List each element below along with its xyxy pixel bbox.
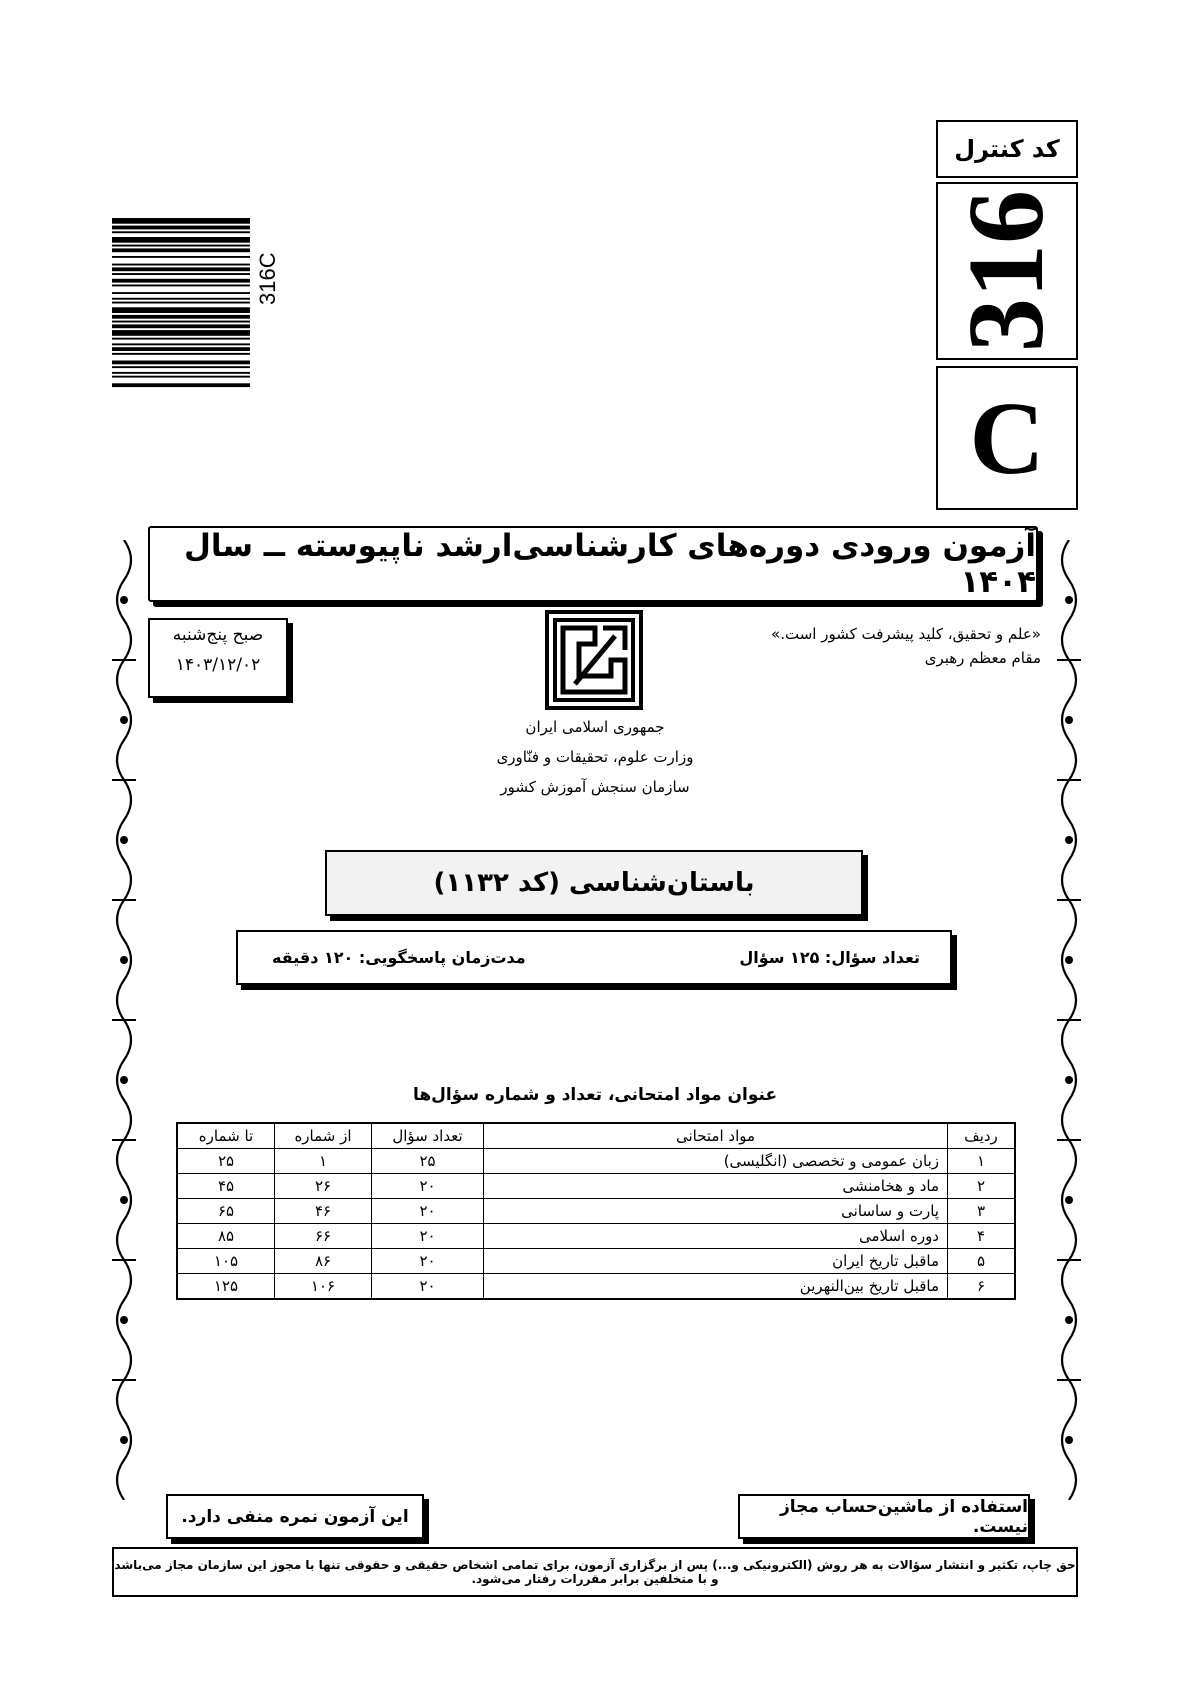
quote	[771, 622, 1041, 670]
barcode-bar	[112, 285, 250, 287]
organization-names	[445, 712, 745, 802]
barcode-bar	[112, 383, 250, 387]
barcode-bar	[112, 264, 250, 266]
barcode-bar	[112, 376, 250, 378]
cell-from: ۱	[275, 1149, 372, 1174]
control-code-box	[936, 182, 1078, 360]
cell-from: ۱۰۶	[275, 1274, 372, 1300]
table-row	[177, 1149, 1015, 1174]
subjects-table	[176, 1122, 1016, 1300]
org-line-1: جمهوری اسلامی ایران	[525, 718, 665, 736]
cell-count: ۲۰	[372, 1174, 484, 1199]
question-count: تعداد سؤال: ۱۲۵ سؤال	[739, 948, 920, 967]
cell-subject: زبان عمومی و تخصصی (انگلیسی)	[484, 1149, 948, 1174]
barcode-bar	[112, 256, 250, 258]
organization-logo-icon	[545, 610, 643, 710]
header-from: از شماره	[275, 1123, 372, 1149]
table-row	[177, 1174, 1015, 1199]
barcode-bar	[112, 218, 250, 224]
cell-from: ۸۶	[275, 1249, 372, 1274]
barcode-bar	[112, 315, 250, 319]
barcode-bar	[112, 321, 250, 323]
cell-to: ۱۲۵	[177, 1274, 275, 1300]
exam-session: صبح پنج‌شنبه	[172, 625, 264, 645]
cell-count: ۲۰	[372, 1274, 484, 1300]
exam-date-box	[148, 618, 288, 698]
barcode-bar	[112, 347, 250, 351]
org-line-2: وزارت علوم، تحقیقات و فنّاوری	[496, 748, 694, 766]
barcode-bar	[112, 226, 250, 230]
barcode-bar	[112, 361, 250, 365]
cell-row: ۵	[948, 1249, 1016, 1274]
cell-subject: ماد و هخامنشی	[484, 1174, 948, 1199]
barcode-bar	[112, 267, 250, 271]
cell-subject: دوره اسلامی	[484, 1224, 948, 1249]
cell-from: ۶۶	[275, 1224, 372, 1249]
cell-count: ۲۵	[372, 1149, 484, 1174]
control-code-label: کد کنترل	[936, 120, 1078, 178]
cell-to: ۲۵	[177, 1149, 275, 1174]
cell-row: ۴	[948, 1224, 1016, 1249]
barcode-bar	[112, 353, 250, 355]
header-count: تعداد سؤال	[372, 1123, 484, 1149]
quote-text: «علم و تحقیق، کلید پیشرفت کشور است.»	[771, 625, 1041, 643]
barcode-bar	[112, 248, 250, 252]
negative-marking-note: این آزمون نمره منفی دارد.	[166, 1494, 424, 1539]
table-row	[177, 1249, 1015, 1274]
table-row	[177, 1199, 1015, 1224]
subject-title: باستان‌شناسی (کد ۱۱۳۲)	[325, 850, 863, 916]
cell-from: ۲۶	[275, 1174, 372, 1199]
barcode-bar	[112, 338, 250, 340]
header-row: ردیف	[948, 1123, 1016, 1149]
barcode-label: 316C	[255, 252, 280, 305]
cell-row: ۲	[948, 1174, 1016, 1199]
cell-count: ۲۰	[372, 1249, 484, 1274]
barcode-bar	[112, 366, 250, 368]
barcode-icon	[112, 218, 250, 448]
org-line-3: سازمان سنجش آموزش کشور	[500, 778, 690, 796]
cell-to: ۴۵	[177, 1174, 275, 1199]
cell-count: ۲۰	[372, 1224, 484, 1249]
cell-subject: ماقبل تاریخ بین‌النهرین	[484, 1274, 948, 1300]
cell-to: ۱۰۵	[177, 1249, 275, 1274]
header-to: تا شماره	[177, 1123, 275, 1149]
cell-to: ۶۵	[177, 1199, 275, 1224]
barcode-bar	[112, 330, 250, 336]
exam-duration: مدت‌زمان پاسخگویی: ۱۲۰ دقیقه	[272, 948, 526, 967]
cell-row: ۱	[948, 1149, 1016, 1174]
right-ornament-border	[1047, 540, 1091, 1500]
cell-subject: ماقبل تاریخ ایران	[484, 1249, 948, 1274]
cell-from: ۴۶	[275, 1199, 372, 1224]
table-title: عنوان مواد امتحانی، تعداد و شماره سؤال‌ها	[412, 1085, 778, 1105]
barcode-bar	[112, 372, 250, 374]
barcode-bar	[112, 302, 250, 304]
barcode-bar	[112, 231, 250, 233]
booklet-version: C	[936, 366, 1078, 510]
barcode-bar	[112, 273, 250, 275]
calculator-note: استفاده از ماشین‌حساب مجاز نیست.	[738, 1494, 1030, 1539]
exam-title: آزمون ورودی دوره‌های کارشناسی‌ارشد ناپیوسته ــ سال ۱۴۰۴	[148, 526, 1038, 602]
cell-count: ۲۰	[372, 1199, 484, 1224]
cell-to: ۸۵	[177, 1224, 275, 1249]
barcode-bar	[112, 279, 250, 283]
table-row	[177, 1274, 1015, 1300]
copyright-notice: حق چاپ، تکثیر و انتشار سؤالات به هر روش (الکترونیکی و...) پس از برگزاری آزمون، برای تمامی اشخاص حقیقی و حقوقی تنها با مجوز این سازمان مجاز می‌باشد و با متخلفین برابر مقررات رفتار می‌شود.	[112, 1547, 1078, 1597]
barcode-bar	[112, 292, 250, 294]
exam-date: ۱۴۰۳/۱۲/۰۲	[175, 655, 261, 675]
barcode-bar	[112, 324, 250, 328]
table-row	[177, 1224, 1015, 1249]
cell-subject: پارت و ساسانی	[484, 1199, 948, 1224]
cell-row: ۳	[948, 1199, 1016, 1224]
barcode-bar	[112, 237, 250, 243]
barcode-bar	[112, 307, 250, 313]
barcode-bar	[112, 343, 250, 345]
control-code: 316	[947, 190, 1066, 352]
cell-row: ۶	[948, 1274, 1016, 1300]
barcode-bar	[112, 298, 250, 300]
left-ornament-border	[102, 540, 146, 1500]
table-header-row	[177, 1123, 1015, 1149]
quote-author: مقام معظم رهبری	[924, 649, 1041, 667]
exam-info-bar	[236, 930, 952, 985]
barcode-bar	[112, 245, 250, 247]
header-subject: مواد امتحانی	[484, 1123, 948, 1149]
